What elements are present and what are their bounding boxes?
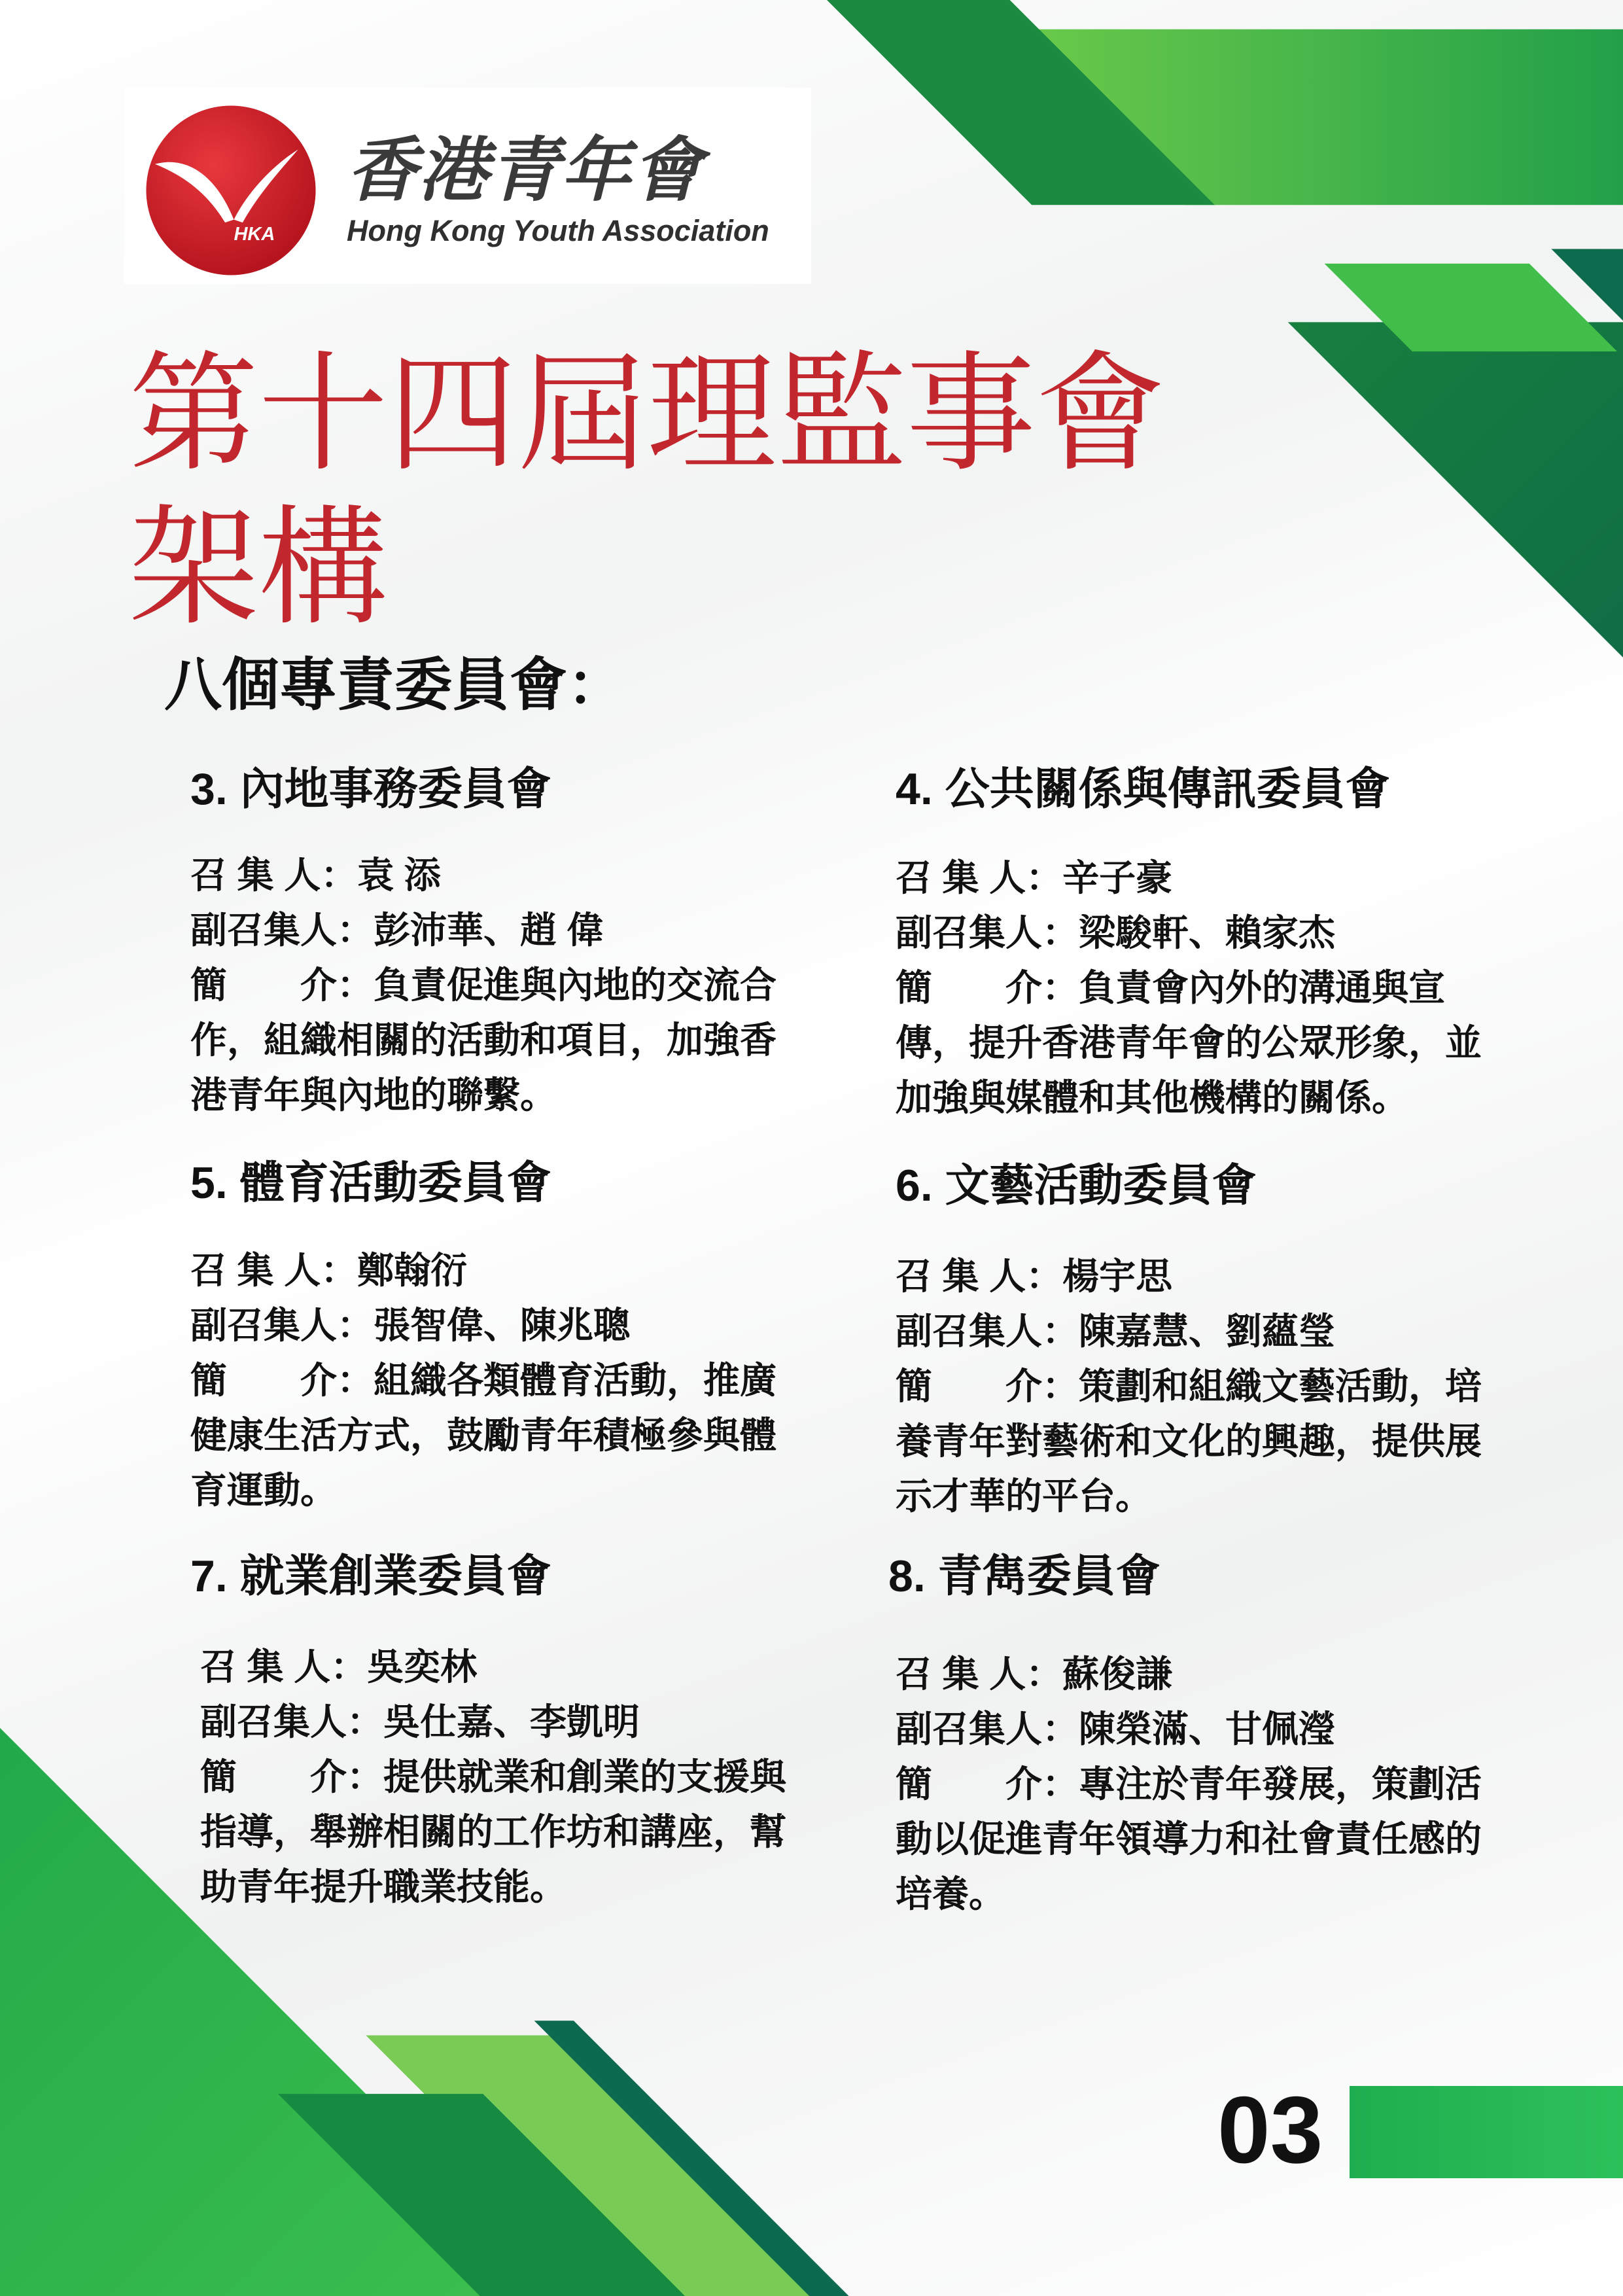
deputy-names: 張智偉、陳兆聰 — [374, 1305, 630, 1346]
intro-label: 簡 介： — [190, 964, 374, 1006]
intro-text: 助青年提升職業技能。 — [200, 1866, 567, 1907]
convener-name: 蘇俊謙 — [1062, 1653, 1173, 1695]
deputy-label: 副召集人： — [190, 1305, 374, 1346]
deputy-label: 副召集人： — [896, 1311, 1079, 1352]
committee-details — [896, 1647, 1482, 1922]
deputy-line — [896, 1702, 1482, 1757]
committee-card — [888, 1549, 1482, 1922]
intro-label: 簡 介： — [200, 1756, 383, 1797]
committee-card — [190, 762, 777, 1123]
convener-label: 召 集 人： — [200, 1646, 368, 1687]
intro-label: 簡 介： — [190, 1360, 374, 1401]
organization-name-english: Hong Kong Youth Association — [347, 214, 769, 247]
deputy-line — [190, 903, 777, 958]
convener-name: 鄭翰衍 — [357, 1250, 468, 1291]
committee-card — [896, 1158, 1482, 1524]
deputy-line — [896, 906, 1482, 961]
right-dark-triangle — [1288, 322, 1623, 657]
deputy-names: 陳榮滿、甘佩瀅 — [1079, 1708, 1335, 1750]
convener-line — [190, 1243, 777, 1298]
convener-label: 召 集 人： — [190, 1250, 358, 1291]
intro-text: 培養。 — [896, 1873, 1005, 1915]
convener-line — [896, 851, 1482, 906]
deputy-names: 梁駿軒、賴家杰 — [1079, 912, 1335, 953]
intro-text: 港青年與內地的聯繫。 — [190, 1074, 557, 1116]
deputy-label: 副召集人： — [896, 912, 1079, 953]
convener-line — [190, 848, 777, 903]
intro-label: 簡 介： — [896, 1763, 1079, 1805]
intro-text: 作，組織相關的活動和項目，加強香 — [190, 1019, 777, 1061]
intro-line — [200, 1750, 786, 1805]
committee-details — [896, 851, 1482, 1125]
organization-name-chinese: 香港青年會 — [347, 131, 704, 209]
deputy-line — [200, 1695, 786, 1750]
logo-banner — [124, 88, 811, 284]
deputy-label: 副召集人： — [896, 1708, 1079, 1750]
convener-line — [896, 1249, 1482, 1304]
emblem-text: HKA — [234, 223, 275, 245]
intro-label: 簡 介： — [896, 1366, 1079, 1407]
intro-text: 組織各類體育活動，推廣 — [374, 1360, 777, 1401]
convener-label: 召 集 人： — [190, 855, 358, 896]
intro-text: 動以促進青年領導力和社會責任感的 — [896, 1818, 1482, 1860]
convener-label: 召 集 人： — [896, 1653, 1063, 1695]
convener-label: 召 集 人： — [896, 1256, 1063, 1297]
committee-heading: 6. 文藝活動委員會 — [896, 1161, 1257, 1210]
committee-heading: 4. 公共關係與傳訊委員會 — [896, 764, 1390, 814]
intro-line — [896, 1757, 1482, 1812]
convener-name: 吳奕林 — [367, 1646, 478, 1687]
committee-details — [190, 1243, 777, 1518]
committee-card — [896, 762, 1482, 1125]
page-number-bar — [1350, 2086, 1623, 2178]
deputy-names: 吳仕嘉、李凱明 — [383, 1701, 640, 1742]
hka-emblem-logo — [143, 103, 319, 278]
convener-name: 袁 添 — [357, 855, 441, 896]
emblem-circle — [146, 105, 315, 275]
intro-text: 專注於青年發展，策劃活 — [1079, 1763, 1482, 1805]
convener-name: 楊宇思 — [1062, 1256, 1173, 1297]
intro-line — [190, 958, 777, 1013]
convener-line — [200, 1640, 786, 1695]
intro-text: 提供就業和創業的支援與 — [383, 1756, 786, 1797]
committee-details — [896, 1249, 1482, 1524]
deputy-line — [896, 1304, 1482, 1359]
convener-label: 召 集 人： — [896, 857, 1063, 898]
committee-card — [190, 1549, 786, 1915]
intro-text: 指導，舉辦相關的工作坊和講座，幫 — [200, 1811, 786, 1852]
intro-text: 健康生活方式，鼓勵青年積極參與體 — [190, 1415, 777, 1456]
page-title — [129, 337, 1165, 645]
committee-heading: 8. 青雋委員會 — [888, 1551, 1161, 1601]
committee-details — [200, 1640, 786, 1915]
deputy-names: 彭沛華、趙 偉 — [374, 910, 604, 951]
intro-label: 簡 介： — [896, 967, 1079, 1008]
intro-text: 負責會內外的溝通與宣 — [1079, 967, 1445, 1008]
page-number: 03 — [1217, 2077, 1323, 2183]
committee-card — [190, 1156, 777, 1518]
intro-line — [896, 961, 1482, 1016]
intro-line — [190, 1353, 777, 1408]
intro-text: 養青年對藝術和文化的興趣，提供展 — [896, 1421, 1482, 1462]
intro-text: 策劃和組織文藝活動，培 — [1079, 1366, 1482, 1407]
intro-text: 育運動。 — [190, 1470, 337, 1511]
committee-heading: 3. 內地事務委員會 — [190, 764, 551, 814]
page-title-line-2: 架構 — [129, 495, 388, 640]
intro-text: 加強與媒體和其他機構的關係。 — [896, 1077, 1408, 1118]
deputy-names: 陳嘉慧、劉蘊瑩 — [1079, 1311, 1335, 1352]
section-heading: 八個專責委員會： — [164, 652, 625, 717]
convener-line — [896, 1647, 1482, 1702]
deputy-line — [190, 1298, 777, 1353]
convener-name: 辛子豪 — [1062, 857, 1173, 898]
committee-heading: 5. 體育活動委員會 — [190, 1158, 551, 1208]
committee-heading: 7. 就業創業委員會 — [190, 1551, 551, 1601]
page-title-line-1: 第十四屆理監事會 — [129, 342, 1165, 486]
intro-text: 示才華的平台。 — [896, 1475, 1152, 1517]
intro-line — [896, 1359, 1482, 1414]
committee-details — [190, 848, 777, 1123]
intro-text: 傳，提升香港青年會的公眾形象，並 — [896, 1022, 1482, 1063]
deputy-label: 副召集人： — [200, 1701, 383, 1742]
deputy-label: 副召集人： — [190, 910, 374, 951]
intro-text: 負責促進與內地的交流合 — [374, 964, 777, 1006]
